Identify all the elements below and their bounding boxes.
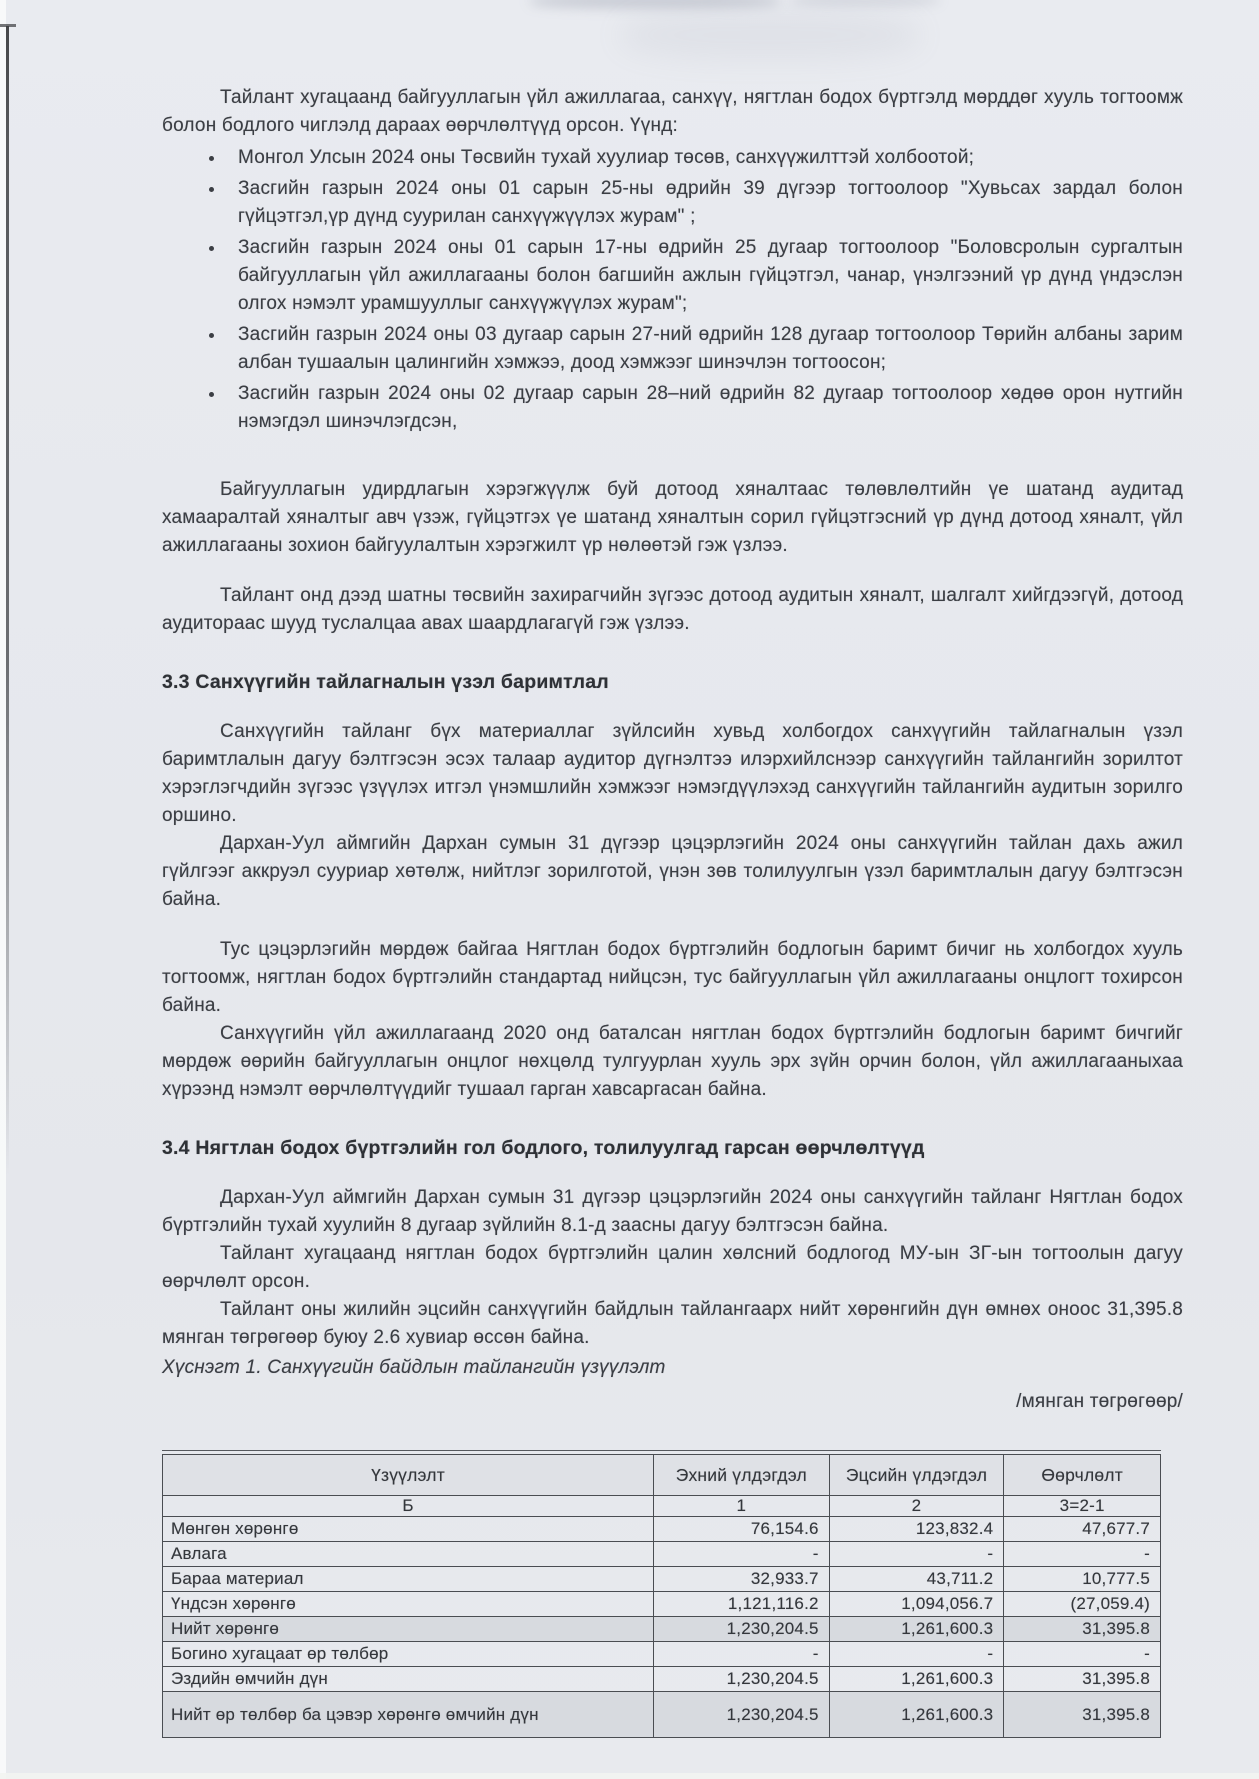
- cell-value: 123,832.4: [829, 1517, 1004, 1542]
- scan-top-smudge: [790, 0, 940, 5]
- cell-value: -: [654, 1642, 830, 1667]
- cell-value: 47,677.7: [1004, 1517, 1161, 1542]
- table-row: [163, 1642, 1161, 1667]
- cell-value: 1,230,204.5: [654, 1667, 830, 1692]
- column-header: Эцсийн үлдэгдэл: [829, 1455, 1004, 1496]
- scan-bottom-edge: [0, 1773, 1259, 1779]
- section-3-3-paragraph: Санхүүгийн үйл ажиллагаанд 2020 онд баталсан нягтлан бодох бүртгэлийн бодлогын баримт бичгийг мөрдөж өөрийн байгууллагын онцлог нөхцөлд тулгуурлан хууль эрх зүйн орчин болон, үйл ажиллагааныхаа хүрээнд нэмэлт өөрчлөлтүүдийг тушаал гарган хавсаргасан байна.: [162, 1023, 1183, 1100]
- document-content: [162, 84, 1183, 1738]
- cell-value: 1,261,600.3: [829, 1617, 1004, 1642]
- list-item: • Засгийн газрын 2024 оны 02 дугаар сарын 28–ний өдрийн 82 дугаар тогтоолоор хөдөө орон нутгийн нэмэгдэл шинэчлэгдсэн,: [226, 380, 1183, 436]
- table-row: [163, 1542, 1161, 1567]
- internal-audit-paragraph: Тайлант онд дээд шатны төсвийн захирагчийн зүгээс дотоод аудитын хяналт, шалгалт хийгдээгүй, дотоод аудитораас шууд туслалцаа авах шаардлагагүй гэж үзлээ.: [162, 585, 1183, 634]
- column-header: Өөрчлөлт: [1004, 1455, 1161, 1496]
- column-header: Эхний үлдэгдэл: [654, 1455, 830, 1496]
- cell-value: 1,094,056.7: [829, 1592, 1004, 1617]
- financial-position-table-block: [162, 1450, 1161, 1738]
- cell-value: -: [1004, 1642, 1161, 1667]
- legal-changes-list: [226, 144, 1183, 436]
- section-3-3-heading: 3.3 Санхүүгийн тайлагналын үзэл баримтлал: [162, 671, 609, 693]
- cell-value: 1,230,204.5: [654, 1617, 830, 1642]
- scan-top-smudge: [530, 0, 780, 8]
- table-row-total-liabilities-equity: [163, 1692, 1161, 1738]
- cell-value: 1,261,600.3: [829, 1692, 1004, 1738]
- cell-value: 1,230,204.5: [654, 1692, 830, 1738]
- cell-value: 1,121,116.2: [654, 1592, 830, 1617]
- cell-value: -: [1004, 1542, 1161, 1567]
- internal-control-paragraph: Байгууллагын удирдлагын хэрэгжүүлж буй дотоод хяналтаас төлөвлөлтийн үе шатанд аудитад хамааралтай хяналтыг авч үзэж, гүйцэтгэх үе шатанд хяналтын сорил гүйцэтгэсний үр дүнд дотоод хяналт, үйл ажиллагааны зохион байгуулалтын хэрэгжилт үр нөлөөтэй гэж үзлээ.: [162, 479, 1183, 556]
- section-3-3-paragraph: Тус цэцэрлэгийн мөрдөж байгаа Нягтлан бодох бүртгэлийн бодлогын баримт бичиг нь холбогдох хууль тогтоомж, нягтлан бодох бүртгэлийн стандартад нийцсэн, тус байгууллагын үйл ажиллагааны онцлогт тохирсон байна.: [162, 939, 1183, 1016]
- row-label: Үндсэн хөрөнгө: [163, 1592, 654, 1617]
- list-item: • Монгол Улсын 2024 оны Төсвийн тухай хуулиар төсөв, санхүүжилттэй холбоотой;: [226, 144, 1183, 172]
- table-row: [163, 1667, 1161, 1692]
- cell-value: 32,933.7: [654, 1567, 830, 1592]
- financial-position-table: [162, 1454, 1161, 1738]
- table-subheader-row: [163, 1496, 1161, 1517]
- subheader-cell: 1: [654, 1496, 830, 1517]
- cell-value: -: [654, 1542, 830, 1567]
- section-3-4-heading: 3.4 Нягтлан бодох бүртгэлийн гол бодлого, толилуулгад гарсан өөрчлөлтүүд: [162, 1137, 925, 1159]
- list-item: • Засгийн газрын 2024 оны 01 сарын 25-ны өдрийн 39 дүгээр тогтоолоор "Хувьсах зардал болон гүйцэтгэл,үр дүнд суурилан санхүүжүүлэх журам" ;: [226, 175, 1183, 231]
- row-label: Эздийн өмчийн дүн: [163, 1667, 654, 1692]
- table-row: [163, 1592, 1161, 1617]
- row-label: Нийт хөрөнгө: [163, 1617, 654, 1642]
- subheader-cell: Б: [163, 1496, 654, 1517]
- table-row: [163, 1517, 1161, 1542]
- list-item: • Засгийн газрын 2024 оны 03 дугаар сарын 27-ний өдрийн 128 дугаар тогтоолоор Төрийн албаны зарим албан тушаалын цалингийн хэмжээ, доод хэмжээг шинэчлэн тогтоосон;: [226, 321, 1183, 377]
- column-header: Үзүүлэлт: [163, 1455, 654, 1496]
- cell-value: 1,261,600.3: [829, 1667, 1004, 1692]
- cell-value: -: [829, 1542, 1004, 1567]
- table-caption: Хүснэгт 1. Санхүүгийн байдлын тайлангийн үзүүлэлт: [162, 1357, 666, 1378]
- cell-value: -: [829, 1642, 1004, 1667]
- subheader-cell: 3=2-1: [1004, 1496, 1161, 1517]
- scan-left-edge-line: [6, 26, 9, 1176]
- cell-value: (27,059.4): [1004, 1592, 1161, 1617]
- section-3-4-paragraph: Тайлант оны жилийн эцсийн санхүүгийн байдлын тайлангаарх нийт хөрөнгийн дүн өмнөх оноос 31,395.8 мянган төгрөгөөр буюу 2.6 хувиар өссөн байна.: [162, 1299, 1183, 1348]
- section-3-3-paragraph: Дархан-Уул аймгийн Дархан сумын 31 дүгээр цэцэрлэгийн 2024 оны санхүүгийн тайлан дахь ажил гүйлгээг аккруэл сууриар хөтөлж, нийтлэг зорилготой, үнэн зөв толилуулгын үзэл баримтлалын дагуу бэлтгэсэн байна.: [162, 833, 1183, 910]
- table-row-total-assets: [163, 1617, 1161, 1642]
- cell-value: 31,395.8: [1004, 1692, 1161, 1738]
- cell-value: 76,154.6: [654, 1517, 830, 1542]
- table-header-row: [163, 1455, 1161, 1496]
- section-3-4-paragraph: Дархан-Уул аймгийн Дархан сумын 31 дүгээр цэцэрлэгийн 2024 оны санхүүгийн тайланг Нягтлан бодох бүртгэлийн тухай хуулийн 8 дугаар зүйлийн 8.1-д заасны дагуу бэлтгэсэн байна.: [162, 1187, 1183, 1236]
- section-3-3-paragraph: Санхүүгийн тайланг бүх материаллаг зүйлсийн хувьд холбогдох санхүүгийн тайлагналын үзэл баримтлалын дагуу бэлтгэсэн эсэх талаар аудитор дүгнэлтээ илэрхийлснээр санхүүгийн тайлангийн зорилтот хэрэглэгчдийн зүгээс үзүүлэх итгэл үнэмшлийн хэмжээг нэмэгдүүлэхэд санхүүгийн тайлангийн аудитын зорилго оршино.: [162, 721, 1183, 826]
- unit-note: /мянган төгрөгөөр/: [1016, 1391, 1183, 1412]
- row-label: Бараа материал: [163, 1567, 654, 1592]
- cell-value: 43,711.2: [829, 1567, 1004, 1592]
- cell-value: 31,395.8: [1004, 1667, 1161, 1692]
- cell-value: 31,395.8: [1004, 1617, 1161, 1642]
- table-row: [163, 1567, 1161, 1592]
- list-item: • Засгийн газрын 2024 оны 01 сарын 17-ны өдрийн 25 дугаар тогтоолоор "Боловсролын сургалтын байгууллагын үйл ажиллагааны болон багшийн ажлын гүйцэтгэл, чанар, үнэлгээний үр дүнд үндэслэн олгох нэмэлт урамшууллыг санхүүжүүлэх журам";: [226, 234, 1183, 318]
- section-3-4-paragraph: Тайлант хугацаанд нягтлан бодох бүртгэлийн цалин хөлсний бодлогод МУ-ын ЗГ-ын тогтоолын дагуу өөрчлөлт орсон.: [162, 1243, 1183, 1292]
- row-label: Богино хугацаат өр төлбөр: [163, 1642, 654, 1667]
- row-label: Мөнгөн хөрөнгө: [163, 1517, 654, 1542]
- intro-paragraph: Тайлант хугацаанд байгууллагын үйл ажиллагаа, санхүү, нягтлан бодох бүртгэлд мөрддөг хууль тогтоомж болон бодлого чиглэлд дараах өөрчлөлтүүд орсон. Үүнд:: [162, 87, 1183, 136]
- subheader-cell: 2: [829, 1496, 1004, 1517]
- row-label: Авлага: [163, 1542, 654, 1567]
- row-label: Нийт өр төлбөр ба цэвэр хөрөнгө өмчийн дүн: [163, 1692, 654, 1738]
- scan-top-smudge: [620, 10, 920, 60]
- scan-corner-mark: [0, 24, 16, 27]
- cell-value: 10,777.5: [1004, 1567, 1161, 1592]
